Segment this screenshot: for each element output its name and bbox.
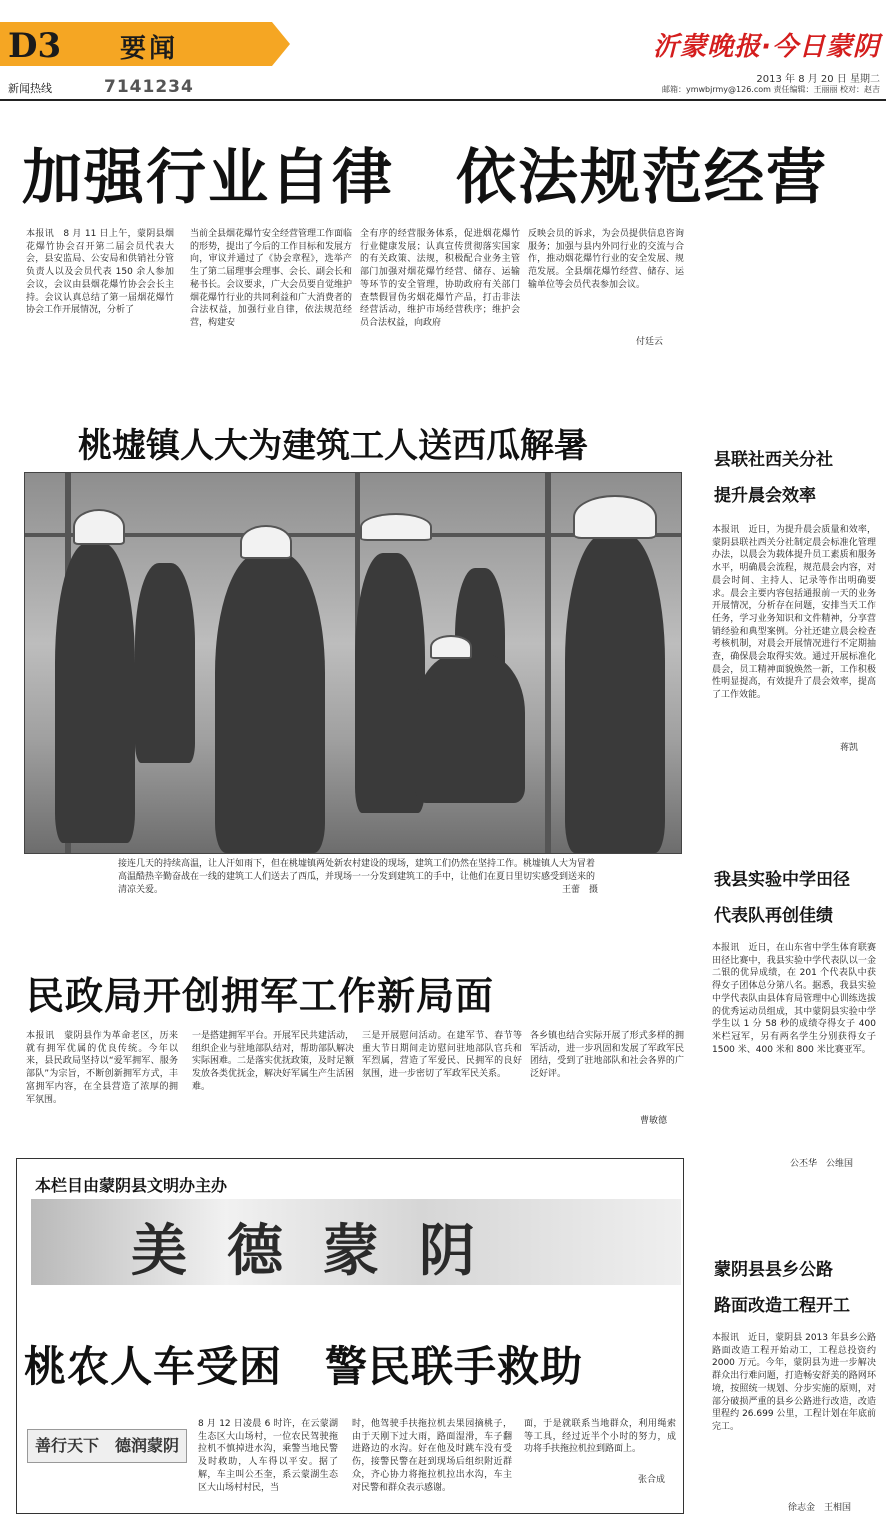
sidebar1-headline-line2: 提升晨会效率	[714, 486, 816, 506]
story3-col3: 三是开展慰问活动。在建军节、春节等重大节日期间走访慰问驻地部队官兵和军烈属，营造了军爱民、民拥军的良好氛围，进一步密切了军政军民关系。	[362, 1031, 522, 1080]
civil-affairs-headline: 民政局开创拥军工作新局面	[26, 974, 495, 1018]
paper-logo: 沂蒙晚报·今日蒙阴	[653, 32, 880, 62]
story1-col1: 本报讯 8 月 11 日上午，蒙阴县烟花爆竹协会召开第二届会员代表大会，县安监局、公安局和供销社分管负责人以及会员代表 150 余人参加会议，会议由县烟花爆竹协会会长主持。会议认真总结了第一届烟花爆竹协会工作开展情况，分析了	[26, 229, 174, 316]
story3-byline: 曹敏德	[640, 1116, 668, 1126]
watermelon-headline: 桃墟镇人大为建筑工人送西瓜解暑	[78, 426, 588, 466]
column-col3: 面，于是就联系当地群众，利用绳索等工具，经过近半个小时的努力，成功将手扶拖拉机拉到路面上。	[524, 1419, 676, 1455]
caption-text: 接连几天的持续高温，让人汗如雨下，但在桃墟镇两处新农村建设的现场，建筑工们仍然在坚持工作。桃墟镇人大为冒着高温酷热辛勤奋战在一线的建筑工人们送去了西瓜，并现场一一分发到建筑工的手中，让他们在夏日里切实感受到送来的清凉关爱。	[118, 859, 596, 895]
masthead	[0, 0, 886, 100]
hotline-label: 新闻热线	[8, 82, 52, 95]
sidebar2-byline: 公丕华 公维国	[790, 1159, 854, 1169]
section-name: 要闻	[120, 34, 179, 64]
sidebar3-body: 本报讯 近日，蒙阴县 2013 年县乡公路路面改造工程开始动工，工程总投资约 2000 万元。今年，蒙阴县为进一步解决群众出行难问题，打造畅安舒美的路网环境，按照统一规划、分步实施的原则，对部分破损严重的县乡公路进行改造，改造里程约 26.699 公里，工程计划在年底前完工。	[712, 1333, 876, 1432]
sidebar3-byline: 徐志金 王相国	[788, 1503, 852, 1513]
issue-date: 2013 年 8 月 20 日 星期二	[756, 74, 880, 85]
virtue-banner	[31, 1199, 681, 1285]
story3-col4: 各乡镇也结合实际开展了形式多样的拥军活动，进一步巩固和发展了军政军民团结，受到了驻地部队和社会各界的广泛好评。	[530, 1031, 684, 1080]
sidebar1-body: 本报讯 近日，为提升晨会质量和效率，蒙阴县联社西关分社制定晨会标准化管理办法，以晨会为载体提升员工素质和服务水平，明确晨会流程，规范晨会内容，对晨会时间、主持人、记录等作出明确要求。晨会主要内容包括通报前一天的业务开展情况，分析存在问题，安排当天工作任务，学习业务知识和文件精神，分享营销经验和典型案例。分社还建立晨会检查考核机制，对晨会开展情况进行不定期抽查，确保晨会取得实效。通过开展标准化晨会，员工精神面貌焕然一新，工作积极性明显提高，有效提升了晨会效率，提高了工作效能。	[712, 525, 876, 701]
sidebar2-body: 本报讯 近日，在山东省中学生体育联赛田径比赛中，我县实验中学代表队以一金二银的优异成绩，在 201 个代表队中获得女子团体总分第八名。据悉，我县实验中学代表队由县体育局管理中心训练选拔的优秀运动员组成，其中蒙阴县实验中学学生以 1 分 58 秒的成绩夺得女子 400 米栏冠军，另有两名学生分别获得女子 1500 米、400 米和 800 米比赛亚军。	[712, 943, 876, 1055]
story1-col4: 反映会员的诉求，为会员提供信息咨询服务；加强与县内外同行业的交流与合作，推动烟花爆竹行业的安全发展、规范发展。全县烟花爆竹经营、储存、运输单位等会员代表参加会议。	[528, 229, 684, 290]
sidebar3-headline-line2: 路面改造工程开工	[714, 1296, 850, 1316]
story1-col3: 全有序的经营服务体系，促进烟花爆竹行业健康发展；认真宣传贯彻落实国家的有关政策、法规，积极配合业务主管部门加强对烟花爆竹经营、储存、运输等环节的安全管理，协助政府有关部门查禁假冒伪劣烟花爆竹产品，打击非法经营活动，维护市场经营秩序；维护会员合法权益，向政府	[360, 229, 520, 328]
virtue-logo: 善行天下 德润蒙阴	[27, 1429, 187, 1463]
column-sponsor-note: 本栏目由蒙阴县文明办主办	[35, 1176, 228, 1195]
hotline-number: 7141234	[104, 77, 194, 97]
sidebar2-headline-line1: 我县实验中学田径	[714, 870, 850, 890]
story1-col2: 当前全县烟花爆竹安全经营管理工作面临的形势，提出了今后的工作目标和发展方向，审议并通过了《协会章程》，选举产生了第二届理事会理事、会长、副会长和秘书长。会议要求，广大会员要自觉维护烟花爆竹行业的共同利益和广大消费者的合法权益，加强行业自律，依法规范经营，构建安	[190, 229, 352, 328]
photo-credit: 王蕾 摄	[561, 885, 598, 895]
column-byline: 张合成	[638, 1475, 666, 1485]
sidebar1-headline-line1: 县联社西关分社	[714, 450, 833, 470]
workers-photo	[24, 472, 682, 854]
page-number: D3	[8, 26, 62, 66]
photo-caption	[118, 858, 598, 897]
sidebar2-headline-line2: 代表队再创佳绩	[714, 906, 833, 926]
column-col2: 时，他驾驶手扶拖拉机去果园摘桃子，由于天刚下过大雨，路面湿滑，车子翻进路边的水沟。好在他及时跳车没有受伤，接警民警在赶到现场后组织附近群众，齐心协力将拖拉机拉出水沟，车主对民警和群众表示感谢。	[352, 1419, 512, 1493]
masthead-rule	[0, 99, 886, 101]
police-headline: 桃农人车受困 警民联手救助	[24, 1342, 584, 1391]
story1-byline: 付廷云	[636, 337, 664, 347]
column-col1: 8 月 12 日凌晨 6 时许，在云蒙湖生态区大山场村，一位农民驾驶拖拉机不慎掉进水沟，乘警当地民警及时救助，人车得以平安。据了解，车主叫公丕奎，系云蒙湖生态区大山场村村民，当	[198, 1419, 338, 1493]
banner-title: 美德蒙阴	[131, 1218, 515, 1284]
sidebar3-headline-line1: 蒙阴县县乡公路	[714, 1260, 833, 1280]
main-headline: 加强行业自律 依法规范经营	[22, 143, 828, 213]
story3-col1: 本报讯 蒙阴县作为革命老区，历来就有拥军优属的优良传统。今年以来，县民政局坚持以“爱军拥军、服务部队”为宗旨，不断创新拥军方式，丰富拥军内容，在全县营造了浓厚的拥军氛围。	[26, 1031, 178, 1105]
story3-col2: 一是搭建拥军平台。开展军民共建活动，组织企业与驻地部队结对，帮助部队解决实际困难。二是落实优抚政策，及时足额发放各类优抚金，解决好军属生产生活困难。	[192, 1031, 354, 1092]
sidebar1-byline: 蒋凯	[840, 743, 859, 753]
editor-contact: 邮箱：ymwbjrmy@126.com 责任编辑：王丽丽 校对：赵吉	[661, 85, 880, 94]
